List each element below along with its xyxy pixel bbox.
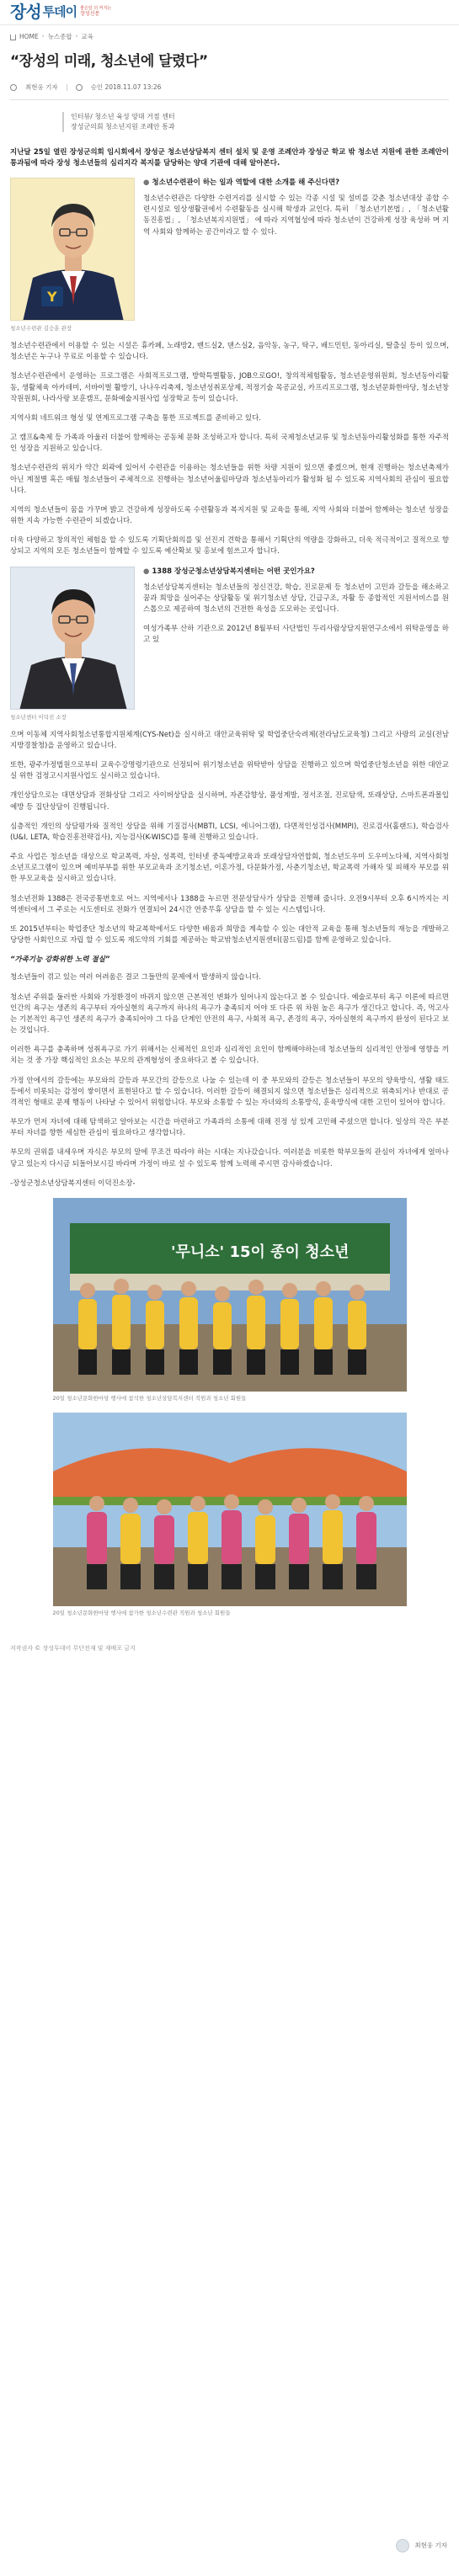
signature-line: -장성군청소년상담복지센터 이덕진소장- <box>10 1179 136 1188</box>
logo-tagline: 좋은일 더 커지는 장성신문 <box>80 6 112 17</box>
bullet-icon: ● <box>143 178 152 187</box>
site-logo-sub[interactable]: 투데이 <box>42 3 77 19</box>
answer-paragraph: 더욱 다양하고 창의적인 체험을 할 수 있도록 기획단회의를 및 선진지 견학을 통해서 기획단의 역량을 강화하고, 더욱 적극적이고 질적으로 향상되고 지역의 모든 청소년들이 함께할 수 있도록 예산확보 및 홍보에 힘쓰고자 합니다. <box>10 536 449 556</box>
site-header <box>0 0 459 25</box>
avatar <box>396 2539 409 2552</box>
photo-column <box>10 178 135 333</box>
event-photo-2 <box>53 1413 407 1606</box>
answer-paragraph: 청소년수련관은 다양한 수련거리를 실시할 수 있는 각종 시설 및 설비를 갖춘 청소년대상 종합 수련시설로 일상생활권에서 수련활동을 실시해 학생과 교인다. 특히 「청소년기본법」, 「청소년활동진흥법」, 「청소년복지지원법」 에 따라 지역협성에 따라 청소년이 건강하게 성장 육성하 며 지역 사회와 함께하는 공간이라고 할 수 있다. <box>143 194 449 237</box>
answer-paragraph: 으며 이동체 지역사회청소년통합지원체계(CYS-Net)을 실시하고 대안교육위탁 및 학업중단숙려제(전라남도교육청) 그리고 사랑의 교실(전남지방경찰청)을 운영하고 있습니다. <box>10 730 449 750</box>
event-crowd-illustration <box>53 1413 407 1606</box>
answer-paragraph: 주요 사업은 청소년을 대상으로 학교폭력, 자살, 성폭력, 인터넷 중독예방교육과 또래상담자연합회, 청소년도우미 도우미노다체, 지역사회청소년프로그램이 있으며 예비부부를 위한 부모교육과 조기청소년, 이혼가정, 다문화가정, 사춘기청소년, 학교폭력 가해자 및 피해자 부모를 위한 부모교육을 실시하고 있습니다. <box>10 853 449 884</box>
photo-caption: 20일 청소년문화한마당 행사에 참가한 청소년수련관 직원과 청소년 회원들 <box>52 1610 231 1617</box>
sub-heading: “가족기능 강화위한 노력 절실” <box>10 955 110 965</box>
answer-paragraph: 청소년상담복지센터는 청소년들의 정신건강, 학습, 진로문제 등 청소년이 고민과 갈등을 해소하고 꿈과 희망을 실어주는 상담활동 및 위기청소년 상담, 긴급구조, 자활 등 종합적인 지원서비스를 원스톱으로 제공하여 청소년의 건전한 육성을 도모하는 곳입니다. <box>143 583 449 615</box>
summary-line: 인터뷰/ 청소년 육성 양대 거점 센터 <box>71 112 175 120</box>
event-crowd-illustration <box>53 1198 407 1392</box>
article-summary <box>62 112 449 132</box>
event-photo-block-2 <box>10 1413 449 1617</box>
answer-column <box>143 178 449 333</box>
portrait-photo-lee <box>10 567 135 710</box>
answer-paragraph: 청소년수련관에서 이용할 수 있는 시설은 휴카페, 노래방2, 밴드실2, 댄스실2, 음악동, 농구, 탁구, 배드민턴, 동아리실, 탈출실 등이 있으며, 청소년은 누구나 무료로 이용할 수 있습니다. <box>10 342 449 362</box>
chevron-right-icon: › <box>41 33 45 40</box>
interview-question: ● 1388 장성군청소년상담복지센터는 어떤 곳인가요? <box>143 567 315 576</box>
breadcrumb-category[interactable]: 교육 <box>81 33 93 40</box>
breadcrumb-home[interactable]: HOME <box>19 33 39 40</box>
answer-paragraph: 심층적인 개인의 상담평가와 질적인 상담을 위해 기질검사(MBTI, LCSI, 에니어그램), 다면적인성검사(MMPI), 진로검사(홀랜드), 학습검사(U&I, LETA, 학습진흥전략검사), 지능검사(K-WISC)를 통해 진행하고 있습니다. <box>10 822 449 842</box>
photo-caption: 청소년센터 이덕진 소장 <box>10 713 67 721</box>
interview-question: ● 청소년수련관이 하는 일과 역할에 대한 소개를 해 주신다면? <box>143 178 340 187</box>
article-title: “장성의 미래, 청소년에 달렸다” <box>10 52 208 70</box>
photo-caption: 20일 청소년문화한마당 행사에 참석한 청소년상담복지센터 직원과 청소년 회원들 <box>52 1394 247 1402</box>
portrait-photo-kim <box>10 178 135 321</box>
event-photo-block-1 <box>10 1198 449 1402</box>
answer-paragraph: 청소년 주위를 둘러싼 사회와 가정환경이 바뀌지 않으면 근본적인 변화가 일어나지 않는다고 볼 수 있습니다. 예술로부터 욕구 이론에 따르면 인간의 욕구는 생존의 욕구부터 자아실현의 욕구까지 하나의 욕구가 충족되지 어야 또 다른 위 차원 높은 욕구가 생긴다고 합니다. 즉, 먹고사는 기본적인 욕구인 생존의 욕구가 충족되어야 그 다음 단계인 안전의 욕구, 사회적 욕구, 존경의 욕구, 자아실현의 욕구까지 완성이 된다고 보는 것입니다. <box>10 993 449 1035</box>
article-author[interactable]: 최현웅 기자 <box>25 82 58 91</box>
answer-paragraph: 고 캠프&축제 등 가족과 아울러 더불어 함께하는 공동체 문화 조성하고자 합니다. 특히 국제청소년교류 및 청소년동아리활성화를 통한 자주적인 성장을 지원하고 있습니다. <box>10 434 449 454</box>
event-photo-1 <box>53 1198 407 1392</box>
breadcrumb <box>0 25 459 42</box>
answer-paragraph: 개인상담으로는 대면상담과 전화상담 그리고 사이버상담을 실시하며, 자존감향상, 품성계발, 정서조절, 진로탐색, 또래상담, 스마트폰과몰입예방 등 집단상담이 진행됩니다. <box>10 791 449 812</box>
reporter-card[interactable] <box>396 2539 447 2552</box>
interview-block-1 <box>10 178 449 333</box>
site-logo[interactable]: 장성 <box>10 2 41 22</box>
answer-paragraph: 또한, 광주가정법원으로부터 교육수강명령기관으로 선정되어 위기청소년을 위탁받아 상담을 진행하고 있으며 학업중단청소년을 위한 대안교실 위한 검정고시지원사업도 실시하고 있습니다. <box>10 760 449 781</box>
svg-text:Y: Y <box>47 288 57 305</box>
answer-paragraph: 청소년전화 1388은 전국공통번호로 어느 지역에서나 1388을 누르면 전문상담사가 상담을 진행해 줍니다. 오전9시부터 오후 6시까지는 지역센터에서 그 주로는 시도센터로 전화가 연결되어 24시간 연중무휴 상담을 할 수 있는 시스템입니다. <box>10 894 449 914</box>
clock-icon <box>76 84 83 91</box>
article-meta <box>10 82 449 100</box>
answer-paragraph: 부모가 먼저 자녀에 대해 탐색하고 알아보는 시간을 마련하고 가족과의 소통에 대해 진정 성 있게 고민해 주셨으면 합니다. 일상의 작은 부분부터 자녀를 향한 세심한 관심이 필요하다고 생각합니다. <box>10 1118 449 1138</box>
article-body <box>0 132 459 1618</box>
answer-paragraph: 여성가족부 산하 기관으로 2012년 8월부터 사단법인 두리사람상담지원연구소에서 위탁운영을 하고 있 <box>143 625 449 645</box>
answer-paragraph: 청소년수련관에서 운영하는 프로그램은 사회적프로그램, 방학특별활동, JOB으로GO!, 창의적체험활동, 청소년운영위원회, 청소년동아리활동, 생활체육 아카데미, 서바이벌 활방기, 나나우리축제, 청소년성취포상제, 적정기술 목공교실, 카프리프로그램, 청소년문화한마당, 청소년창작원원회, 나라사랑 보훈캠프, 문화예술지원사업 성장학교 등이 있습니다. <box>10 372 449 403</box>
article-lead: 지난달 25일 열린 장성군의회 임시회에서 장성군 청소년상담복지 센터 설치 및 운영 조례안과 장성군 학교 밖 청소년 지원에 관한 조례안이 통과됨에 따라 장성 청소년들의 심리지각 복지를 담당하는 양대 기관에 대해 알아본다. <box>10 147 449 168</box>
portrait-illustration <box>11 178 135 321</box>
chevron-right-icon: › <box>75 33 78 40</box>
reporter-name[interactable]: 최현웅 기자 <box>414 2541 447 2550</box>
answer-paragraph: 또 2015년부터는 학업중단 청소년의 학교복학에서도 다양한 배움과 희망을 계속할 수 있는 대안적 교육을 통해 청소년들의 재능을 개발하고 당당한 사회인으로 자립 할 수 있도록 재도약의 기회를 제공하는 학교밖청소년지원센터(꿈드림)를 함께 운영하고 있습니다. <box>10 924 449 945</box>
photo-column <box>10 567 135 721</box>
interview-block-2 <box>10 567 449 721</box>
photo-caption: 청소년수련관 김승훈 관장 <box>10 324 72 332</box>
bullet-icon: ● <box>143 567 152 576</box>
person-icon <box>10 84 17 91</box>
breadcrumb-section[interactable]: 뉴스종합 <box>47 33 72 40</box>
answer-paragraph: 지역의 청소년들이 꿈을 가꾸며 밝고 건강하게 성장하도록 수련활동과 복지지원 및 교육을 통해, 지역 사회와 더불어 함께하는 청소년 성장을 위한 지속 가능한 수련관이 되겠습니다. <box>10 505 449 526</box>
copyright-notice: 저작권자 © 장성투데이 무단전재 및 재배포 금지 <box>10 1645 136 1653</box>
home-icon <box>10 35 16 40</box>
answer-paragraph: 이러한 욕구를 충족하며 성취욕구로 가기 위해서는 신체적인 요인과 심리적인 요인이 함께해야하는데 청소년들의 심리적인 안정에 영향을 끼치는 것 중 가장 핵심적인 요소는 부모의 관계형성이 중요하다고 볼 수 있습니다. <box>10 1046 449 1066</box>
article-date: 승인 2018.11.07 13:26 <box>90 82 162 91</box>
answer-paragraph: 청소년수련관의 위치가 약간 외곽에 있어서 수련관을 이용하는 청소년들을 위한 차량 지원이 있으면 좋겠으며, 현재 진행하는 청소년축제가 아닌 계절별 혹은 매월 청소년들이 주체적으로 진행하는 청소년어울림마당과 청소년동아리가 활성화 될 수 있도록 지역사회의 관심이 필요합니다. <box>10 464 449 495</box>
answer-paragraph: 가정 안에서의 갈등에는 부모와의 갈등과 부모간의 갈등으로 나눌 수 있는데 이 중 부모와의 갈등은 청소년들이 부모의 양육방식, 생활 태도 등에서 비롯되는 감정이 쌓이면서 표현된다고 할 수 있습니다. 이러한 갈등이 해결되지 않으면 청소년들은 심리적으로 위축되거나 반대로 공격적인 형태로 문제 행동이 나타날 수 있어서 위험합니다. 부모와 소통할 수 있는 자녀와의 소통방식, 훈육방식에 대한 고민이 있어야 합니다. <box>10 1076 449 1107</box>
answer-paragraph: 부모의 권위를 내세우며 자식은 부모의 말에 무조건 따라야 하는 시대는 지나갔습니다. 여러분을 비롯한 학부모들의 관심이 자녀에게 얼마나 닿고 있는지 다시금 되돌아보시길 바라며 가정이 바로 설 수 있도록 함께 노력해 주시면 감사하겠습니다. <box>10 1148 449 1168</box>
answer-paragraph: 지역사회 네트워크 형성 및 연계프로그램 구축을 통한 프로젝트를 준비하고 있다. <box>10 413 261 423</box>
summary-line: 장성군의회 청소년지원 조례안 통과 <box>71 122 175 130</box>
answer-paragraph: 청소년들이 겪고 있는 여러 어려움은 결코 그들만의 문제에서 발생하지 않습니다. <box>10 973 261 982</box>
banner-text: '무니소' 15이 종이 청소년 <box>170 1243 349 1261</box>
portrait-illustration <box>11 567 135 710</box>
answer-column <box>143 567 449 721</box>
